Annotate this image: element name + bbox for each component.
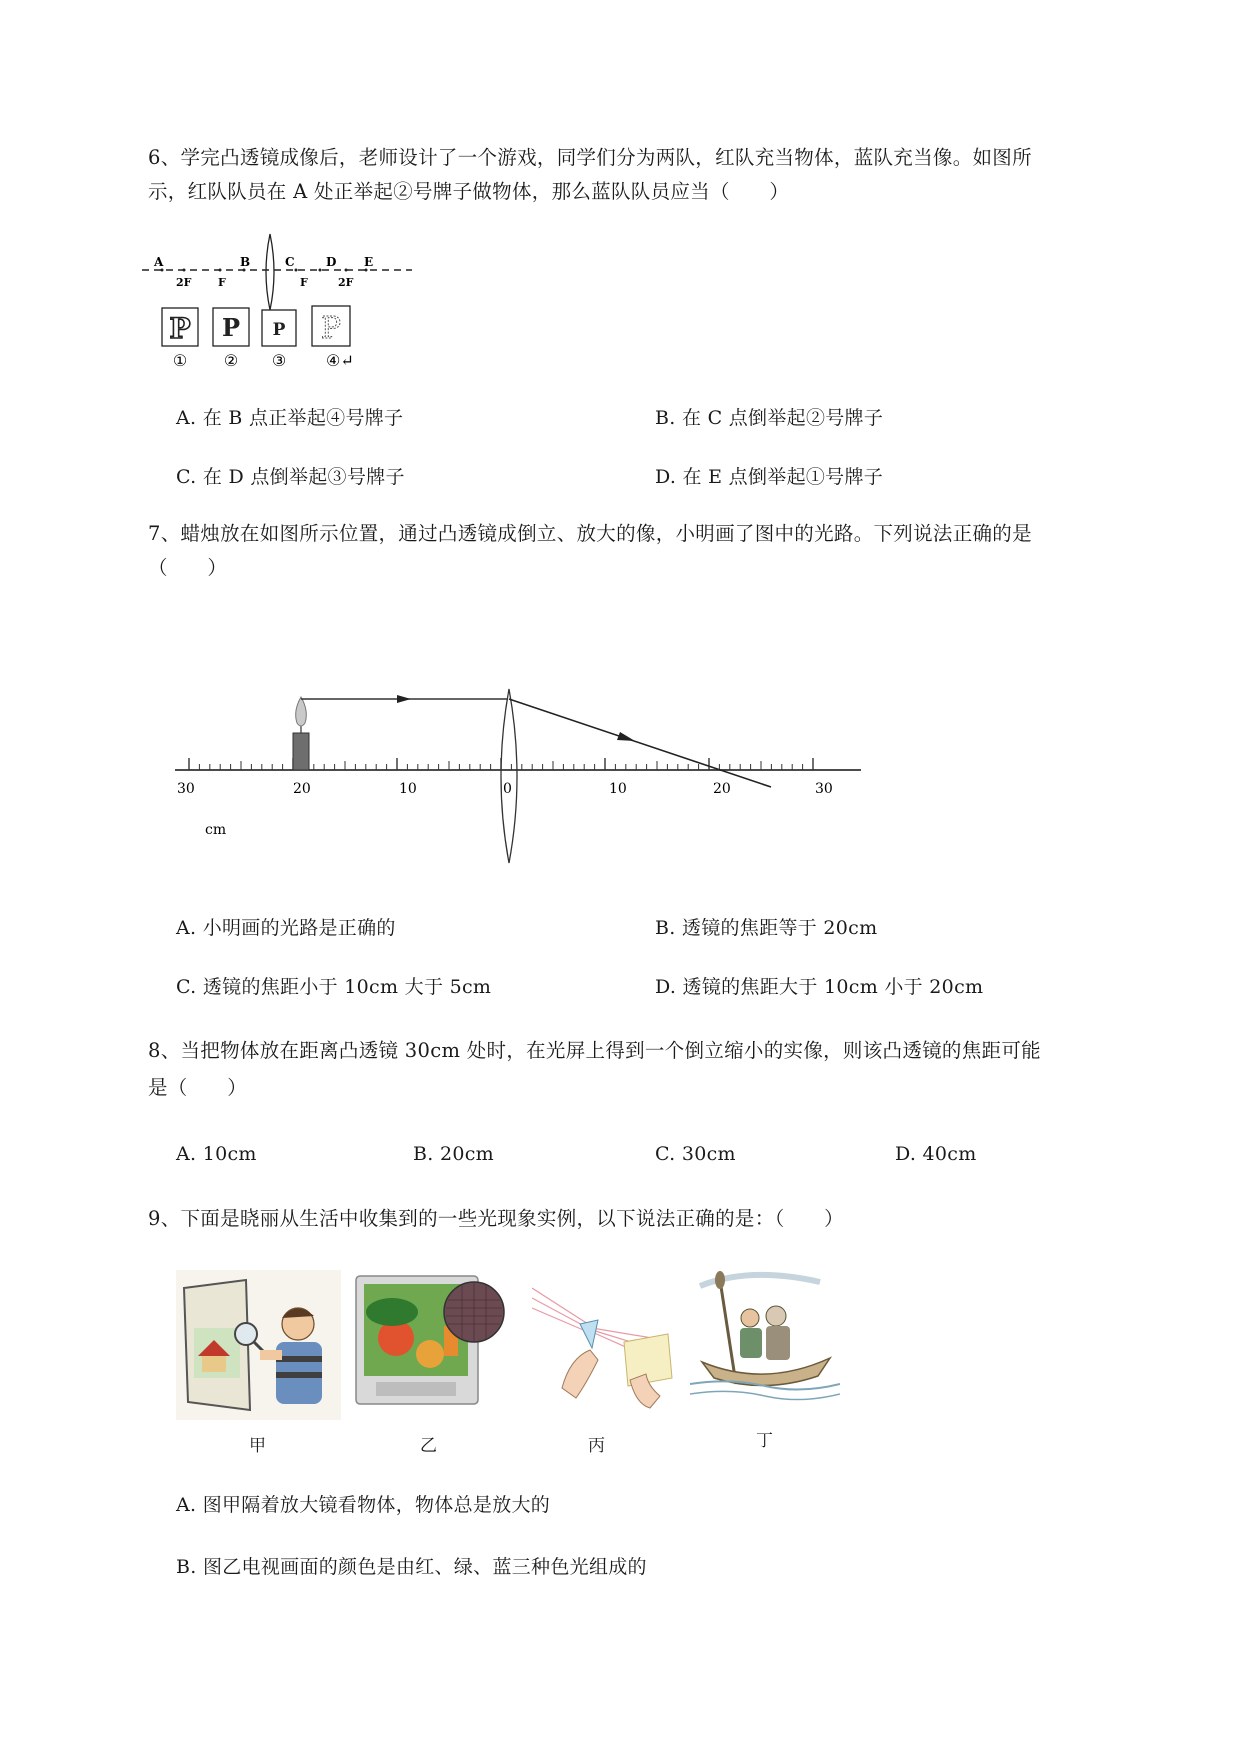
q9-image-jia: [176, 1270, 341, 1420]
q6-stem-line1: 6、学完凸透镜成像后，老师设计了一个游戏，同学们分为两队，红队充当物体，蓝队充当像。如图所: [148, 146, 1032, 169]
q6-card-2-letter: P: [221, 313, 241, 342]
q9-caption-yi: 乙: [420, 1436, 438, 1456]
q7-tick-label-30-left: 30: [177, 781, 195, 797]
q6-card-number-4: ④↵: [326, 351, 354, 370]
q8-option-d[interactable]: D. 40cm: [895, 1143, 977, 1165]
q7-tick-label-10-left: 10: [399, 781, 417, 797]
q9-stem: 9、下面是晓丽从生活中收集到的一些光现象实例，以下说法正确的是：（ ）: [148, 1207, 844, 1230]
q9-caption-bing: 丙: [588, 1436, 606, 1456]
q6-point-a: A: [154, 255, 164, 269]
q9-image-ding: [690, 1266, 840, 1412]
q7-refracted-arrow: [617, 732, 635, 741]
q6-lens-figure: [140, 232, 420, 380]
q9-image-bing: [532, 1268, 677, 1418]
q6-point-d: D: [326, 255, 337, 269]
q7-tick-label-0: 0: [503, 781, 512, 797]
q7-stem-line1: 7、蜡烛放在如图所示位置，通过凸透镜成倒立、放大的像，小明画了图中的光路。下列说法正确的是: [148, 522, 1032, 545]
q7-tick-label-30-right: 30: [815, 781, 833, 797]
q6-point-b: B: [240, 255, 251, 269]
q6-card-number-2: ②: [223, 351, 239, 370]
q6-card-4-letter: P: [320, 311, 342, 346]
q7-tick-label-20-left: 20: [293, 781, 311, 797]
q8-option-b[interactable]: B. 20cm: [413, 1143, 494, 1165]
q7-option-b[interactable]: B. 透镜的焦距等于 20cm: [655, 917, 878, 939]
q6-card-1-letter: P: [169, 312, 191, 345]
q6-focus-f-left: F: [218, 276, 226, 289]
q7-stem-line2: （ ）: [148, 556, 228, 579]
q8-option-c[interactable]: C. 30cm: [655, 1143, 736, 1165]
q7-candle: [293, 733, 309, 770]
q7-option-c[interactable]: C. 透镜的焦距小于 10cm 大于 5cm: [176, 976, 492, 998]
q8-option-a[interactable]: A. 10cm: [176, 1143, 257, 1165]
q6-option-d[interactable]: D. 在 E 点倒举起①号牌子: [655, 466, 884, 488]
q7-option-d[interactable]: D. 透镜的焦距大于 10cm 小于 20cm: [655, 976, 984, 998]
q6-card-number-1: ①: [172, 351, 188, 370]
q9-image-yi: [352, 1266, 507, 1414]
q6-focus-f-right: F: [300, 276, 308, 289]
q7-lens: [501, 689, 517, 863]
q9-caption-ding: 丁: [756, 1431, 774, 1451]
q6-focus-2f-left: 2F: [176, 276, 192, 289]
q7-ray-figure: [165, 605, 865, 865]
q7-tick-label-20-right: 20: [713, 781, 731, 797]
q7-incident-arrow: [397, 695, 411, 703]
q9-option-a[interactable]: A. 图甲隔着放大镜看物体，物体总是放大的: [176, 1494, 551, 1516]
q9-caption-jia: 甲: [249, 1436, 267, 1456]
q6-focus-2f-right: 2F: [338, 276, 354, 289]
q7-option-a[interactable]: A. 小明画的光路是正确的: [176, 917, 396, 939]
q7-unit-label: cm: [205, 822, 227, 838]
q6-option-a[interactable]: A. 在 B 点正举起④号牌子: [176, 407, 404, 429]
q6-point-e: E: [364, 255, 374, 269]
q6-card-3-letter: P: [272, 320, 286, 340]
q6-lens: [266, 234, 274, 310]
q6-point-c: C: [285, 255, 295, 269]
q6-card-number-3: ③: [271, 351, 287, 370]
q6-option-c[interactable]: C. 在 D 点倒举起③号牌子: [176, 466, 405, 488]
q7-tick-label-10-right: 10: [609, 781, 627, 797]
q8-stem-line1: 8、当把物体放在距离凸透镜 30cm 处时，在光屏上得到一个倒立缩小的实像，则该凸透镜的焦距可能: [148, 1039, 1041, 1062]
q6-option-b[interactable]: B. 在 C 点倒举起②号牌子: [655, 407, 884, 429]
q8-stem-line2: 是（ ）: [148, 1076, 248, 1099]
q6-stem-line2: 示，红队队员在 A 处正举起②号牌子做物体，那么蓝队队员应当（ ）: [148, 180, 790, 203]
q7-refracted-ray: [509, 699, 771, 787]
q7-candle-flame: [296, 697, 307, 726]
q9-option-b[interactable]: B. 图乙电视画面的颜色是由红、绿、蓝三种色光组成的: [176, 1556, 647, 1578]
